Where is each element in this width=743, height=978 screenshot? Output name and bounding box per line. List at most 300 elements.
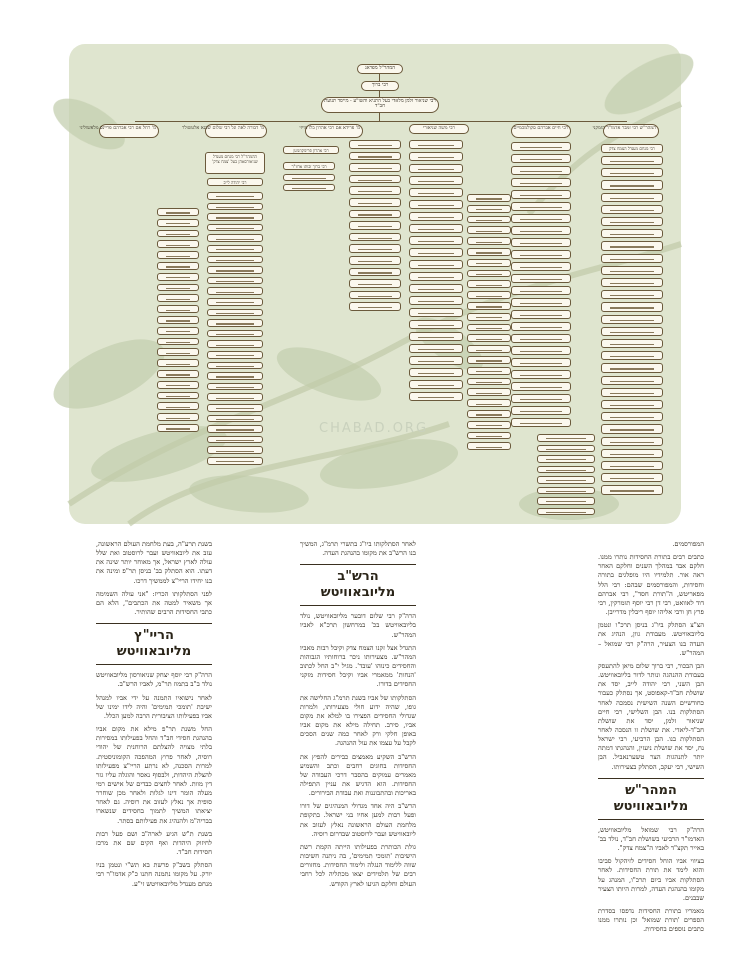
node-text-line xyxy=(610,478,654,479)
node-text-line xyxy=(166,256,190,257)
node-text-line xyxy=(166,407,190,408)
article-column-left xyxy=(96,540,212,893)
descendant-node xyxy=(511,334,571,343)
paragraph: הצ"צ הסתלק ביו"ג בניסן תרכ"ו ונטמן בליובאוויטש. מעבודת גוון, הנהיג את העדה בנו הצעיר, הרה"ק רבי שמואל – המהר"ש. xyxy=(598,621,704,657)
connector xyxy=(379,74,380,81)
node-text-line xyxy=(166,385,190,386)
node-text-line xyxy=(520,351,562,352)
node-text-line xyxy=(520,327,562,328)
descendant-node xyxy=(601,363,663,372)
descendant-node xyxy=(207,192,263,200)
node-text-line xyxy=(216,313,254,314)
descendant-node xyxy=(511,166,571,175)
connector xyxy=(379,113,380,121)
article-column-middle xyxy=(300,540,416,893)
descendant-node xyxy=(467,442,511,450)
branch-node: רבי יהודה לייב xyxy=(207,178,263,186)
family-tree-panel xyxy=(69,44,681,524)
node-text-line xyxy=(216,228,254,229)
node-text-line xyxy=(610,185,654,186)
node-text-line xyxy=(418,145,454,146)
generation-node: המהר"ש רבי זמבר אדמו"ר הזמקני xyxy=(603,124,659,138)
node-text-line xyxy=(166,234,190,235)
connector xyxy=(135,121,627,122)
generation-node: רבי חיים אברהם סקולמכמיים xyxy=(511,124,571,138)
node-text-line xyxy=(610,234,654,235)
section-title: המהר"ש מליובאוויטש xyxy=(598,778,704,820)
descendant-node xyxy=(467,367,511,375)
node-text-line xyxy=(520,339,562,340)
descendant-node xyxy=(207,446,263,454)
node-text-line xyxy=(610,210,654,211)
descendant-node xyxy=(409,152,463,161)
node-text-line xyxy=(476,220,502,221)
descendant-node xyxy=(207,287,263,295)
paragraph: לפני הסתלקותו הכריז: "אני עולה השמימה אך משאיר למטה את הכתבים", הלא הם כתבי החסידות הרבים שהותיר. xyxy=(96,589,212,617)
node-text-line xyxy=(166,342,190,343)
article-column-right xyxy=(598,540,704,938)
node-text-line xyxy=(476,425,502,426)
node-text-line xyxy=(418,277,454,278)
node-text-line xyxy=(358,168,392,169)
node-text-line xyxy=(358,156,392,157)
descendant-node xyxy=(511,358,571,367)
paragraph: לאחר נישואיו התמנה על ידי אביו למנהל ישיבת 'תומכי תמימים' והיה לידו ימינו של אביו בפעילותו הציבורית הרבה למען הכלל. xyxy=(96,693,212,720)
descendant-node xyxy=(601,461,663,470)
node-text-line xyxy=(520,363,562,364)
descendant-node xyxy=(467,302,511,310)
descendant-node xyxy=(157,402,199,410)
descendant-node xyxy=(467,345,511,353)
node-text-line xyxy=(216,323,254,324)
descendant-node xyxy=(207,213,263,221)
node-text-line xyxy=(520,267,562,268)
descendant-node xyxy=(157,305,199,313)
node-text-line xyxy=(418,217,454,218)
node-text-line xyxy=(418,349,454,350)
node-text-line xyxy=(476,274,502,275)
descendant-node xyxy=(207,393,263,401)
descendant-node xyxy=(349,233,401,242)
descendant-node xyxy=(157,338,199,346)
descendant-node xyxy=(409,188,463,197)
paragraph: מאמריו בתורת החסידות נדפסו בסדרת הספרים 'תורת שמואל' וכן נותרו ממנו כתבים נוספים בחסידות. xyxy=(598,907,704,934)
node-text-line xyxy=(610,454,654,455)
descendant-node xyxy=(207,415,263,423)
node-text-line xyxy=(610,490,654,491)
descendant-node xyxy=(511,154,571,163)
descendant-node xyxy=(511,178,571,187)
descendant-node xyxy=(207,203,263,211)
node-text-line xyxy=(358,226,392,227)
descendant-node xyxy=(409,356,463,365)
descendant-node xyxy=(207,340,263,348)
node-text-line xyxy=(476,371,502,372)
descendant-node xyxy=(511,238,571,247)
paragraph: לאחר הסתלקותו ביו"ג בתשרי תרמ"ג, המשיך בנו הרש"ב את מקומו בהנהגת העדה. xyxy=(300,540,416,558)
descendant-node xyxy=(207,319,263,327)
descendant-node xyxy=(349,221,401,230)
descendant-node xyxy=(601,437,663,446)
node-text-line xyxy=(520,387,562,388)
node-text-line xyxy=(476,393,502,394)
node-text-line xyxy=(476,198,502,199)
descendant-node xyxy=(511,322,571,331)
descendant-node xyxy=(157,370,199,378)
node-text-line xyxy=(216,451,254,452)
branch-node: רבי אהרון פרימקוזנוטן xyxy=(283,146,339,154)
descendant-node xyxy=(207,298,263,306)
node-text-line xyxy=(166,223,190,224)
node-text-line xyxy=(476,350,502,351)
section-title: הרש"ב מליובאוויטש xyxy=(300,564,416,606)
descendant-node xyxy=(511,274,571,283)
node-text-line xyxy=(166,374,190,375)
descendant-node xyxy=(157,316,199,324)
descendant-node xyxy=(207,330,263,338)
descendant-node xyxy=(467,280,511,288)
descendant-node xyxy=(409,344,463,353)
node-text-line xyxy=(418,301,454,302)
node-text-line xyxy=(520,231,562,232)
descendant-node xyxy=(409,284,463,293)
node-text-line xyxy=(520,423,562,424)
paragraph: כתבים רבים בתורת החסידות נותרו ממנו. חלקם אבד במהלך השנים וחלקם האחר ראה אור. תלמידיו היו מופלגים בתורה וחסידות, והמפורסמים שבהם: רבי הלל מפאריטש, ה"תורת חסד", רבי אברהם דוד לאוואט, רבי דן רבי יוסף תומרקין, רבי פרץ חן ורבי אליהו יוסף ריבלין מדרייבן. xyxy=(598,553,704,617)
descendant-node xyxy=(207,245,263,253)
descendant-node xyxy=(409,236,463,245)
descendant-node xyxy=(349,256,401,265)
node-text-line xyxy=(166,353,190,354)
descendant-node xyxy=(157,381,199,389)
descendant-node xyxy=(157,413,199,421)
descendant-node xyxy=(157,230,199,238)
descendant-node xyxy=(467,356,511,364)
descendant-node xyxy=(601,388,663,397)
descendant-node xyxy=(511,370,571,379)
descendant-node xyxy=(349,152,401,161)
descendant-node xyxy=(157,208,199,216)
node-text-line xyxy=(610,393,654,394)
paragraph: החל משנת תר"פ מילא את מקום אביו בהנהגת חסידי חב"ד והחל בפעילותו במסירות בלתי מצויה להצלתם הרוחנית של יהודי רוסיה, לאחר פרוץ המהפכה הקומוניסטית. למרות הסכנה, לא נרתע הריי"צ מפעילותו להצלת היהדות, ולבסוף נאסר והוגלה עליו גזר דין מוות. לאחר לחצים כבדים של אישים רמי מעלה הומר דינו לגלות ולאחר מכן שוחרר סופית אך נאלץ לעזוב את רוסיה. גם לאחר יציאתו המשיך לתמוך בחסידים שנשארו בבריה"מ ולהנהיג את פעילותם בסתר. xyxy=(96,725,212,825)
node-text-line xyxy=(418,361,454,362)
node-text-line xyxy=(520,243,562,244)
descendant-node xyxy=(157,284,199,292)
node-text-line xyxy=(610,259,654,260)
node-text-line xyxy=(166,299,190,300)
node-text-line xyxy=(520,183,562,184)
descendant-node xyxy=(601,229,663,238)
descendant-node xyxy=(207,383,263,391)
descendant-node xyxy=(349,244,401,253)
descendant-node xyxy=(511,406,571,415)
descendant-node xyxy=(467,226,511,234)
descendant-node xyxy=(409,260,463,269)
descendant-node xyxy=(157,327,199,335)
node-text-line xyxy=(476,263,502,264)
paragraph: בציווי אביו הוחל חסידים לזיהקול סביבו והוא לימד את תורת החסידות. לאחר הסתלקות אביו ביום תרכ"ו, המנהג על מקומו בהנהגת העדה, למרות היותו הצעיר שבבנים. xyxy=(598,857,704,902)
descendant-node xyxy=(601,424,663,433)
descendant-node xyxy=(207,436,263,444)
node-text-line xyxy=(610,295,654,296)
descendant-node xyxy=(511,214,571,223)
descendant-node xyxy=(349,175,401,184)
node-text-line xyxy=(418,397,454,398)
node-text-line xyxy=(216,217,254,218)
node-text-line xyxy=(166,320,190,321)
node-text-line xyxy=(358,284,392,285)
node-text-line xyxy=(546,470,586,471)
descendant-node xyxy=(207,404,263,412)
descendant-node xyxy=(409,332,463,341)
descendant-node xyxy=(511,418,571,427)
descendant-node xyxy=(537,487,595,495)
descendant-node xyxy=(511,262,571,271)
node-text-line xyxy=(610,405,654,406)
node-text-line xyxy=(216,292,254,293)
node-text-line xyxy=(418,373,454,374)
node-text-line xyxy=(166,418,190,419)
generation-node: מ' רחל אם רבי אברהם פריינס מלאשוליגי xyxy=(99,124,159,138)
node-text-line xyxy=(520,411,562,412)
descendant-node xyxy=(349,198,401,207)
descendant-node xyxy=(157,262,199,270)
node-text-line xyxy=(610,222,654,223)
node-text-line xyxy=(166,428,190,429)
node-text-line xyxy=(476,447,502,448)
node-text-line xyxy=(520,399,562,400)
node-text-line xyxy=(610,429,654,430)
descendant-node xyxy=(409,248,463,257)
descendant-node xyxy=(467,324,511,332)
descendant-node xyxy=(157,273,199,281)
node-text-line xyxy=(520,279,562,280)
node-text-line xyxy=(292,178,326,179)
node-text-line xyxy=(520,255,562,256)
descendant-node xyxy=(601,485,663,494)
node-text-line xyxy=(216,270,254,271)
descendant-node xyxy=(601,205,663,214)
descendant-node xyxy=(467,205,511,213)
descendant-node xyxy=(349,140,401,149)
descendant-node xyxy=(467,313,511,321)
node-text-line xyxy=(166,331,190,332)
descendant-node xyxy=(467,237,511,245)
node-text-line xyxy=(418,193,454,194)
descendant-node xyxy=(409,212,463,221)
descendant-node xyxy=(207,266,263,274)
node-text-line xyxy=(476,252,502,253)
descendant-node xyxy=(511,394,571,403)
descendant-node xyxy=(207,309,263,317)
watermark-text: CHABAD.ORG xyxy=(319,421,429,436)
descendant-node xyxy=(467,399,511,407)
descendant-node xyxy=(349,291,401,300)
node-text-line xyxy=(476,339,502,340)
descendant-node xyxy=(157,424,199,432)
node-text-line xyxy=(166,364,190,365)
descendant-node xyxy=(467,334,511,342)
paragraph: התגדל אצל זקנו הצמח צדק וקיבל רבות מאביו המהר"ש. מצעירותו ניכר ברוחותיו הגבוהות והחסידים כינוהו 'עובד'. מגיל י"ב החל לכתוב 'הנחות' ממאמרי אביו וקיבל חסידות מזקני החסידים בדורו. xyxy=(300,643,416,689)
node-text-line xyxy=(610,417,654,418)
node-text-line xyxy=(358,214,392,215)
descendant-node xyxy=(283,184,335,191)
node-text-line xyxy=(546,491,586,492)
descendant-node xyxy=(537,508,595,516)
node-text-line xyxy=(610,320,654,321)
descendant-node xyxy=(511,346,571,355)
descendant-node xyxy=(409,296,463,305)
node-text-line xyxy=(610,307,654,308)
descendant-node xyxy=(467,216,511,224)
node-text-line xyxy=(476,360,502,361)
node-text-line xyxy=(610,368,654,369)
node-text-line xyxy=(520,375,562,376)
descendant-node xyxy=(511,190,571,199)
node-text-line xyxy=(418,169,454,170)
descendant-node xyxy=(207,234,263,242)
node-text-line xyxy=(358,296,392,297)
node-text-line xyxy=(476,242,502,243)
node-text-line xyxy=(476,285,502,286)
node-text-line xyxy=(476,317,502,318)
descendant-node xyxy=(409,140,463,149)
descendant-node xyxy=(537,497,595,505)
descendant-node xyxy=(511,142,571,151)
paragraph: בשנת ת"ש הגיע לארה"ב ושם פעל רבות לחיזוק היהדות ואף הקים שם את מרכז חסידות חב"ד. xyxy=(96,829,212,857)
node-text-line xyxy=(418,337,454,338)
node-text-line xyxy=(418,205,454,206)
node-text-line xyxy=(358,307,392,308)
descendant-node xyxy=(601,376,663,385)
descendant-node xyxy=(601,449,663,458)
node-text-line xyxy=(418,157,454,158)
node-text-line xyxy=(520,219,562,220)
descendant-node xyxy=(601,254,663,263)
descendant-node xyxy=(349,186,401,195)
descendant-node xyxy=(157,219,199,227)
descendant-node xyxy=(467,410,511,418)
node-text-line xyxy=(216,196,254,197)
node-text-line xyxy=(418,253,454,254)
node-text-line xyxy=(476,328,502,329)
node-text-line xyxy=(166,288,190,289)
node-text-line xyxy=(476,231,502,232)
node-text-line xyxy=(520,171,562,172)
paragraph: הרה"ק רבי שמואל מליובאוויטש, האדמו"ר הרביעי בשושלת חב"ד, נולד בב' באייר תקצ"ד לאביו ה"צמח צדק". xyxy=(598,825,704,853)
node-text-line xyxy=(476,209,502,210)
node-text-line xyxy=(610,198,654,199)
node-text-line xyxy=(520,303,562,304)
descendant-node xyxy=(349,279,401,288)
descendant-node xyxy=(601,180,663,189)
descendant-node xyxy=(511,310,571,319)
node-text-line xyxy=(216,461,254,462)
descendant-node xyxy=(601,351,663,360)
descendant-node xyxy=(601,217,663,226)
descendant-node xyxy=(601,315,663,324)
node-text-line xyxy=(610,283,654,284)
descendant-node xyxy=(511,226,571,235)
node-text-line xyxy=(546,501,586,502)
paragraph: הסתלק בשב"ק פרשת בא תש"י ונטמן בניו יורק. על מקומו נתמנה חתנו כ"ק אדמו"ר רבי מנחם מענדל מליובאוויטש זי"ע. xyxy=(96,861,212,888)
descendant-node xyxy=(157,294,199,302)
descendant-node xyxy=(409,272,463,281)
descendant-node xyxy=(157,392,199,400)
descendant-node xyxy=(601,290,663,299)
node-text-line xyxy=(610,344,654,345)
node-text-line xyxy=(358,238,392,239)
descendant-node xyxy=(601,473,663,482)
descendant-node xyxy=(207,372,263,380)
node-text-line xyxy=(358,145,392,146)
descendant-node xyxy=(537,445,595,453)
node-text-line xyxy=(418,229,454,230)
node-text-line xyxy=(216,345,254,346)
node-text-line xyxy=(610,271,654,272)
descendant-node xyxy=(537,434,595,442)
generation-node: מ' פרידא אם רבי אהרון בלו מייזי xyxy=(305,124,363,138)
descendant-node xyxy=(537,455,595,463)
node-text-line xyxy=(418,313,454,314)
descendant-node xyxy=(511,286,571,295)
descendant-node xyxy=(157,240,199,248)
node-text-line xyxy=(418,289,454,290)
node-text-line xyxy=(166,396,190,397)
descendant-node xyxy=(349,210,401,219)
descendant-node xyxy=(409,176,463,185)
tree-child-node: רבי ברוך xyxy=(361,81,399,91)
descendant-node xyxy=(601,266,663,275)
node-text-line xyxy=(216,249,254,250)
node-text-line xyxy=(216,376,254,377)
node-text-line xyxy=(610,161,654,162)
paragraph: הבן הבכור, רבי ברוך שלום מיאן להתעסק בעבודת ההנהגה ונותר לדור בליובאוויטש. הבן השני, רבי יהודה לייב, יסד את שושלת חב"ד-קאפוסט, אך נסתלק כעבור כחודשיים השנה השישית נסמכה לאחר הסתלקות בנו. הבן השלישי, רבי חיים שניאור זלמן, יסד את שושלת חב"ד-ליאדי. את שושלת זו הנסכה לאחר הסתלקות בנו. הבן הרביעי, רבי ישראל נח, יסד את שושלת ניעזין, והנהגתו דמתה יותר לתנהגות הצר טשערנאביל. הבן השישי, רבי יעקב, הסתלק בצעירותו. xyxy=(598,661,704,771)
node-text-line xyxy=(418,241,454,242)
node-text-line xyxy=(546,438,586,439)
descendant-node xyxy=(207,362,263,370)
node-text-line xyxy=(358,180,392,181)
descendant-node xyxy=(511,202,571,211)
descendant-node xyxy=(601,241,663,250)
node-text-line xyxy=(476,414,502,415)
node-text-line xyxy=(610,356,654,357)
paragraph: המפורסמים. xyxy=(672,540,704,548)
descendant-node xyxy=(409,164,463,173)
descendant-node xyxy=(207,256,263,264)
descendant-node xyxy=(601,193,663,202)
descendant-node xyxy=(467,259,511,267)
node-text-line xyxy=(546,512,586,513)
node-text-line xyxy=(292,188,326,189)
descendant-node xyxy=(207,351,263,359)
descendant-node xyxy=(467,421,511,429)
descendant-node xyxy=(601,327,663,336)
node-text-line xyxy=(546,459,586,460)
node-text-line xyxy=(520,291,562,292)
descendant-node xyxy=(207,425,263,433)
descendant-node xyxy=(207,457,263,465)
node-text-line xyxy=(166,245,190,246)
descendant-node xyxy=(157,251,199,259)
node-text-line xyxy=(216,408,254,409)
descendant-node xyxy=(283,174,335,181)
node-text-line xyxy=(610,173,654,174)
branch-node: רבי ברוך זכותו אדזו"ר xyxy=(283,162,335,170)
descendant-node xyxy=(467,248,511,256)
section-title: הריי"ץ מליובאוויטש xyxy=(96,623,212,665)
node-text-line xyxy=(216,387,254,388)
descendant-node xyxy=(467,378,511,386)
